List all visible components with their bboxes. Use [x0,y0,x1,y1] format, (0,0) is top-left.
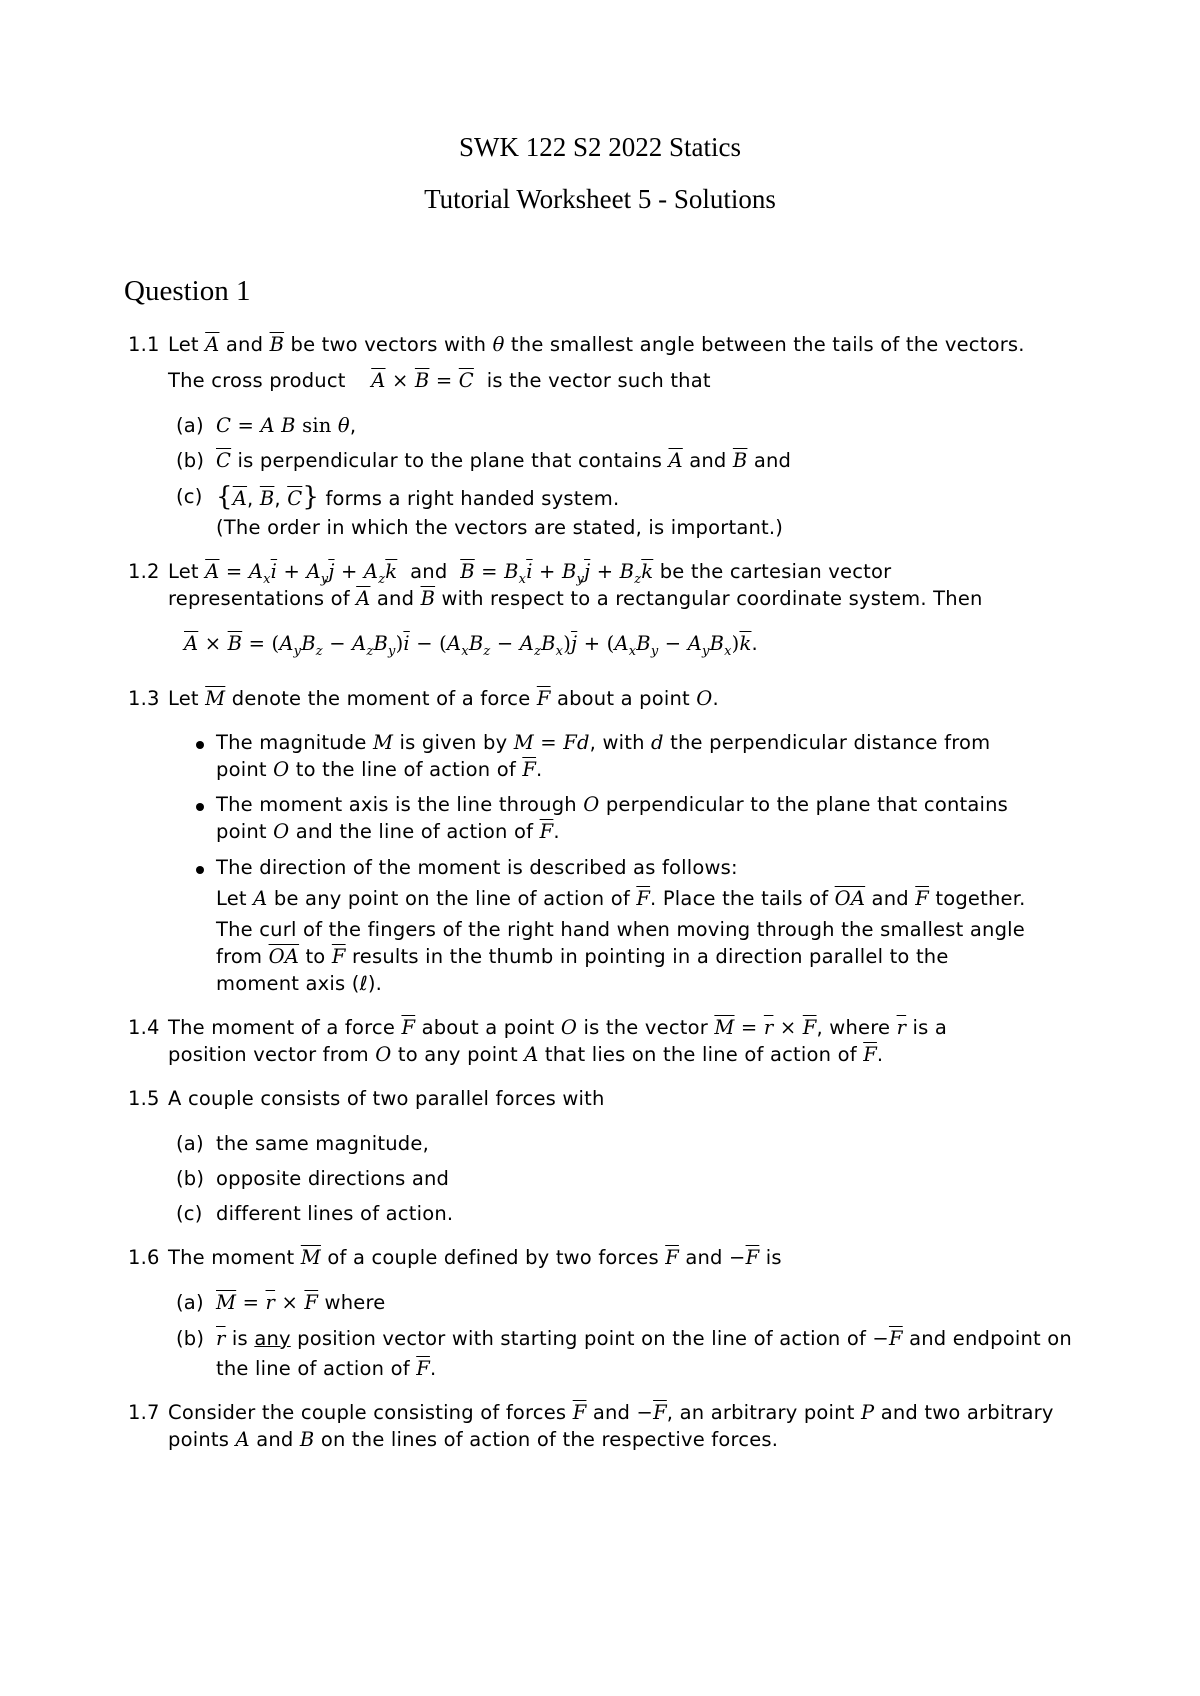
item-1-4-line-1: The moment of a force $\overline{F}$ about a point O is the vector $\overline{M} = \overline{r} \times \overline{F}$, where $\overline{r}$ is a [168,1016,948,1039]
sub-label: (a) [176,1132,204,1155]
bullet-icon [196,741,204,749]
bullet-3-line-5: moment axis (ℓ). [216,972,383,995]
item-number: 1.3 [128,687,160,710]
sub-label: (b) [176,1327,205,1350]
sub-label: (c) [176,485,203,508]
bullet-2-line-1: The moment axis is the line through O perpendicular to the plane that contains [216,793,1009,816]
sub-label: (a) [176,414,204,437]
bullet-icon [196,803,204,811]
item-1-5-b: opposite directions and [216,1167,450,1190]
item-1-7-line-2: points A and B on the lines of action of the respective forces. [168,1428,779,1451]
bullet-2-line-2: point O and the line of action of $\overline{F}$. [216,820,560,843]
item-number: 1.4 [128,1016,160,1039]
bullet-3-line-4: from $\overline{OA}$ to $\overline{F}$ results in the thumb in pointing in a direction parallel to the [216,945,949,968]
item-1-1-b: $\overline{C}$ is perpendicular to the plane that contains $\overline{A}$ and $\overline{B}$ and [216,449,792,472]
item-1-1-line-1: Let $\overline{A}$ and $\overline{B}$ be two vectors with θ the smallest angle between the tails of the vectors. [168,333,1025,356]
document-subtitle: Tutorial Worksheet 5 - Solutions [424,184,776,214]
sub-label: (c) [176,1202,203,1225]
item-1-6-b-line-1: $\overline{r}$ is any position vector with starting point on the line of action of $-\overline{F}$ and endpoint on [216,1327,1072,1350]
item-1-7-line-1: Consider the couple consisting of forces $\overline{F}$ and $-\overline{F}$, an arbitrary point P and two arbitrary [168,1401,1054,1424]
bullet-1-line-2: point O to the line of action of $\overline{F}$. [216,758,543,781]
item-1-4-line-2: position vector from O to any point A that lies on the line of action of $\overline{F}$. [168,1043,884,1066]
item-1-5-line-1: A couple consists of two parallel forces with [168,1087,605,1110]
bullet-3-line-3: The curl of the fingers of the right hand when moving through the smallest angle [216,918,1025,941]
item-1-1-note: (The order in which the vectors are stated, is important.) [216,516,784,539]
item-1-6-line-1: The moment $\overline{M}$ of a couple defined by two forces $\overline{F}$ and $-\overline{F}$ is [168,1246,782,1269]
item-1-1-a: C = A B sin θ, [216,414,357,437]
bullet-1-line-1: The magnitude M is given by M = Fd, with d the perpendicular distance from [216,731,991,754]
sub-label: (a) [176,1291,204,1314]
bullet-3-line-1: The direction of the moment is described as follows: [216,856,738,879]
item-1-5-c: different lines of action. [216,1202,454,1225]
item-number: 1.6 [128,1246,160,1269]
sub-label: (b) [176,1167,205,1190]
item-number: 1.2 [128,560,160,583]
item-number: 1.5 [128,1087,160,1110]
bullet-3-line-2: Let A be any point on the line of action of $\overline{F}$. Place the tails of $\overline{OA}$ and $\overline{F}$ together. [216,887,1026,910]
item-number: 1.7 [128,1401,160,1424]
item-1-2-line-1: Let $\overline{A} = A_x\overline{i} + A_y\overline{j} + A_z\overline{k}$ and $\overline{B} = B_x\overline{i} + B_y\overline{j} + B_z\overline{k}$ be the cartesian vector [168,560,892,587]
sub-label: (b) [176,449,205,472]
item-1-2-line-2: representations of $\overline{A}$ and $\overline{B}$ with respect to a rectangular coordinate system. Then [168,587,983,610]
document-title: SWK 122 S2 2022 Statics [458,132,741,162]
cross-product-formula: $\overline{A} \times \overline{B} = (A_yB_z - A_zB_y)\overline{i} - (A_xB_z - A_zB_x)\overline{j} + (A_xB_y - A_yB_x)\overline{k}$. [184,632,758,659]
item-1-5-a: the same magnitude, [216,1132,429,1155]
item-1-1-line-2: The cross product $\overline{A} \times \overline{B} = \overline{C}$ is the vector such that [168,369,711,392]
item-1-3-line-1: Let $\overline{M}$ denote the moment of a force $\overline{F}$ about a point O. [168,687,719,710]
item-1-6-a: $\overline{M} = \overline{r} \times \overline{F}$ where [216,1291,386,1314]
item-1-6-b-line-2: the line of action of $\overline{F}$. [216,1357,437,1380]
bullet-icon [196,866,204,874]
item-1-1-c: {$\overline{A}$, $\overline{B}$, $\overline{C}$} forms a right handed system. [216,482,620,512]
question-heading: Question 1 [124,275,251,307]
item-number: 1.1 [128,333,160,356]
